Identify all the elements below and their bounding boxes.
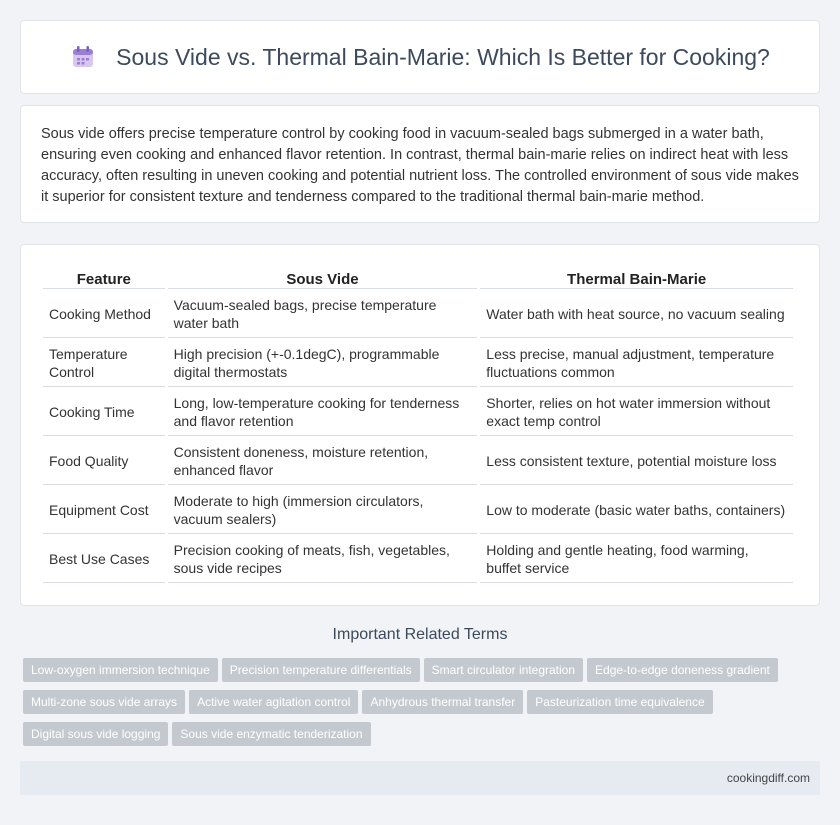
bain-marie-cell: Less precise, manual adjustment, temperature fluctuations common bbox=[480, 338, 793, 387]
column-header-thermal-bain-marie: Thermal Bain-Marie bbox=[480, 265, 793, 289]
feature-cell: Cooking Time bbox=[43, 387, 165, 436]
comparison-table bbox=[40, 265, 796, 583]
table-header-row bbox=[43, 265, 793, 289]
title-row bbox=[21, 21, 819, 93]
bain-marie-cell: Low to moderate (basic water baths, containers) bbox=[480, 485, 793, 534]
footer-site-link[interactable]: cookingdiff.com bbox=[726, 771, 810, 785]
related-terms-list bbox=[23, 658, 803, 754]
table-row bbox=[43, 534, 793, 583]
related-term-tag[interactable]: Low-oxygen immersion technique bbox=[23, 658, 218, 682]
bain-marie-cell: Holding and gentle heating, food warming, buffet service bbox=[480, 534, 793, 583]
feature-cell: Best Use Cases bbox=[43, 534, 165, 583]
sous-vide-cell: Vacuum-sealed bags, precise temperature water bath bbox=[168, 289, 478, 338]
table-row bbox=[43, 338, 793, 387]
column-header-feature: Feature bbox=[43, 265, 165, 289]
comparison-table-card bbox=[20, 244, 820, 606]
sous-vide-cell: Precision cooking of meats, fish, vegetables, sous vide recipes bbox=[168, 534, 478, 583]
bain-marie-cell: Water bath with heat source, no vacuum sealing bbox=[480, 289, 793, 338]
related-term-tag[interactable]: Active water agitation control bbox=[189, 690, 358, 714]
bain-marie-cell: Less consistent texture, potential moisture loss bbox=[480, 436, 793, 485]
feature-cell: Food Quality bbox=[43, 436, 165, 485]
table-row bbox=[43, 485, 793, 534]
feature-cell: Equipment Cost bbox=[43, 485, 165, 534]
table-row bbox=[43, 387, 793, 436]
table-row bbox=[43, 289, 793, 338]
feature-cell: Cooking Method bbox=[43, 289, 165, 338]
calendar-icon bbox=[70, 44, 96, 70]
feature-cell: Temperature Control bbox=[43, 338, 165, 387]
sous-vide-cell: Moderate to high (immersion circulators, vacuum sealers) bbox=[168, 485, 478, 534]
footer bbox=[20, 761, 820, 795]
related-term-tag[interactable]: Anhydrous thermal transfer bbox=[362, 690, 523, 714]
intro-card bbox=[20, 105, 820, 223]
table-row bbox=[43, 436, 793, 485]
related-term-tag[interactable]: Sous vide enzymatic tenderization bbox=[172, 722, 370, 746]
related-term-tag[interactable]: Digital sous vide logging bbox=[23, 722, 168, 746]
page-title: Sous Vide vs. Thermal Bain-Marie: Which Is Better for Cooking? bbox=[116, 43, 770, 70]
related-terms-heading: Important Related Terms bbox=[332, 626, 508, 643]
bain-marie-cell: Shorter, relies on hot water immersion without exact temp control bbox=[480, 387, 793, 436]
related-term-tag[interactable]: Multi-zone sous vide arrays bbox=[23, 690, 185, 714]
related-term-tag[interactable]: Edge-to-edge doneness gradient bbox=[587, 658, 778, 682]
header-card bbox=[20, 20, 820, 94]
sous-vide-cell: Consistent doneness, moisture retention, enhanced flavor bbox=[168, 436, 478, 485]
intro-paragraph: Sous vide offers precise temperature control by cooking food in vacuum-sealed bags submerged in a water bath, ensuring even cooking and enhanced flavor retention. In contrast, thermal bain-marie relies on indirect heat with less accuracy, often resulting in uneven cooking and potential nutrient loss. The controlled environment of sous vide makes it superior for consistent texture and tenderness compared to the traditional thermal bain-marie method. bbox=[41, 126, 799, 205]
related-term-tag[interactable]: Precision temperature differentials bbox=[222, 658, 420, 682]
sous-vide-cell: High precision (+-0.1degC), programmable digital thermostats bbox=[168, 338, 478, 387]
column-header-sous-vide: Sous Vide bbox=[168, 265, 478, 289]
related-term-tag[interactable]: Smart circulator integration bbox=[424, 658, 583, 682]
sous-vide-cell: Long, low-temperature cooking for tenderness and flavor retention bbox=[168, 387, 478, 436]
related-term-tag[interactable]: Pasteurization time equivalence bbox=[527, 690, 712, 714]
